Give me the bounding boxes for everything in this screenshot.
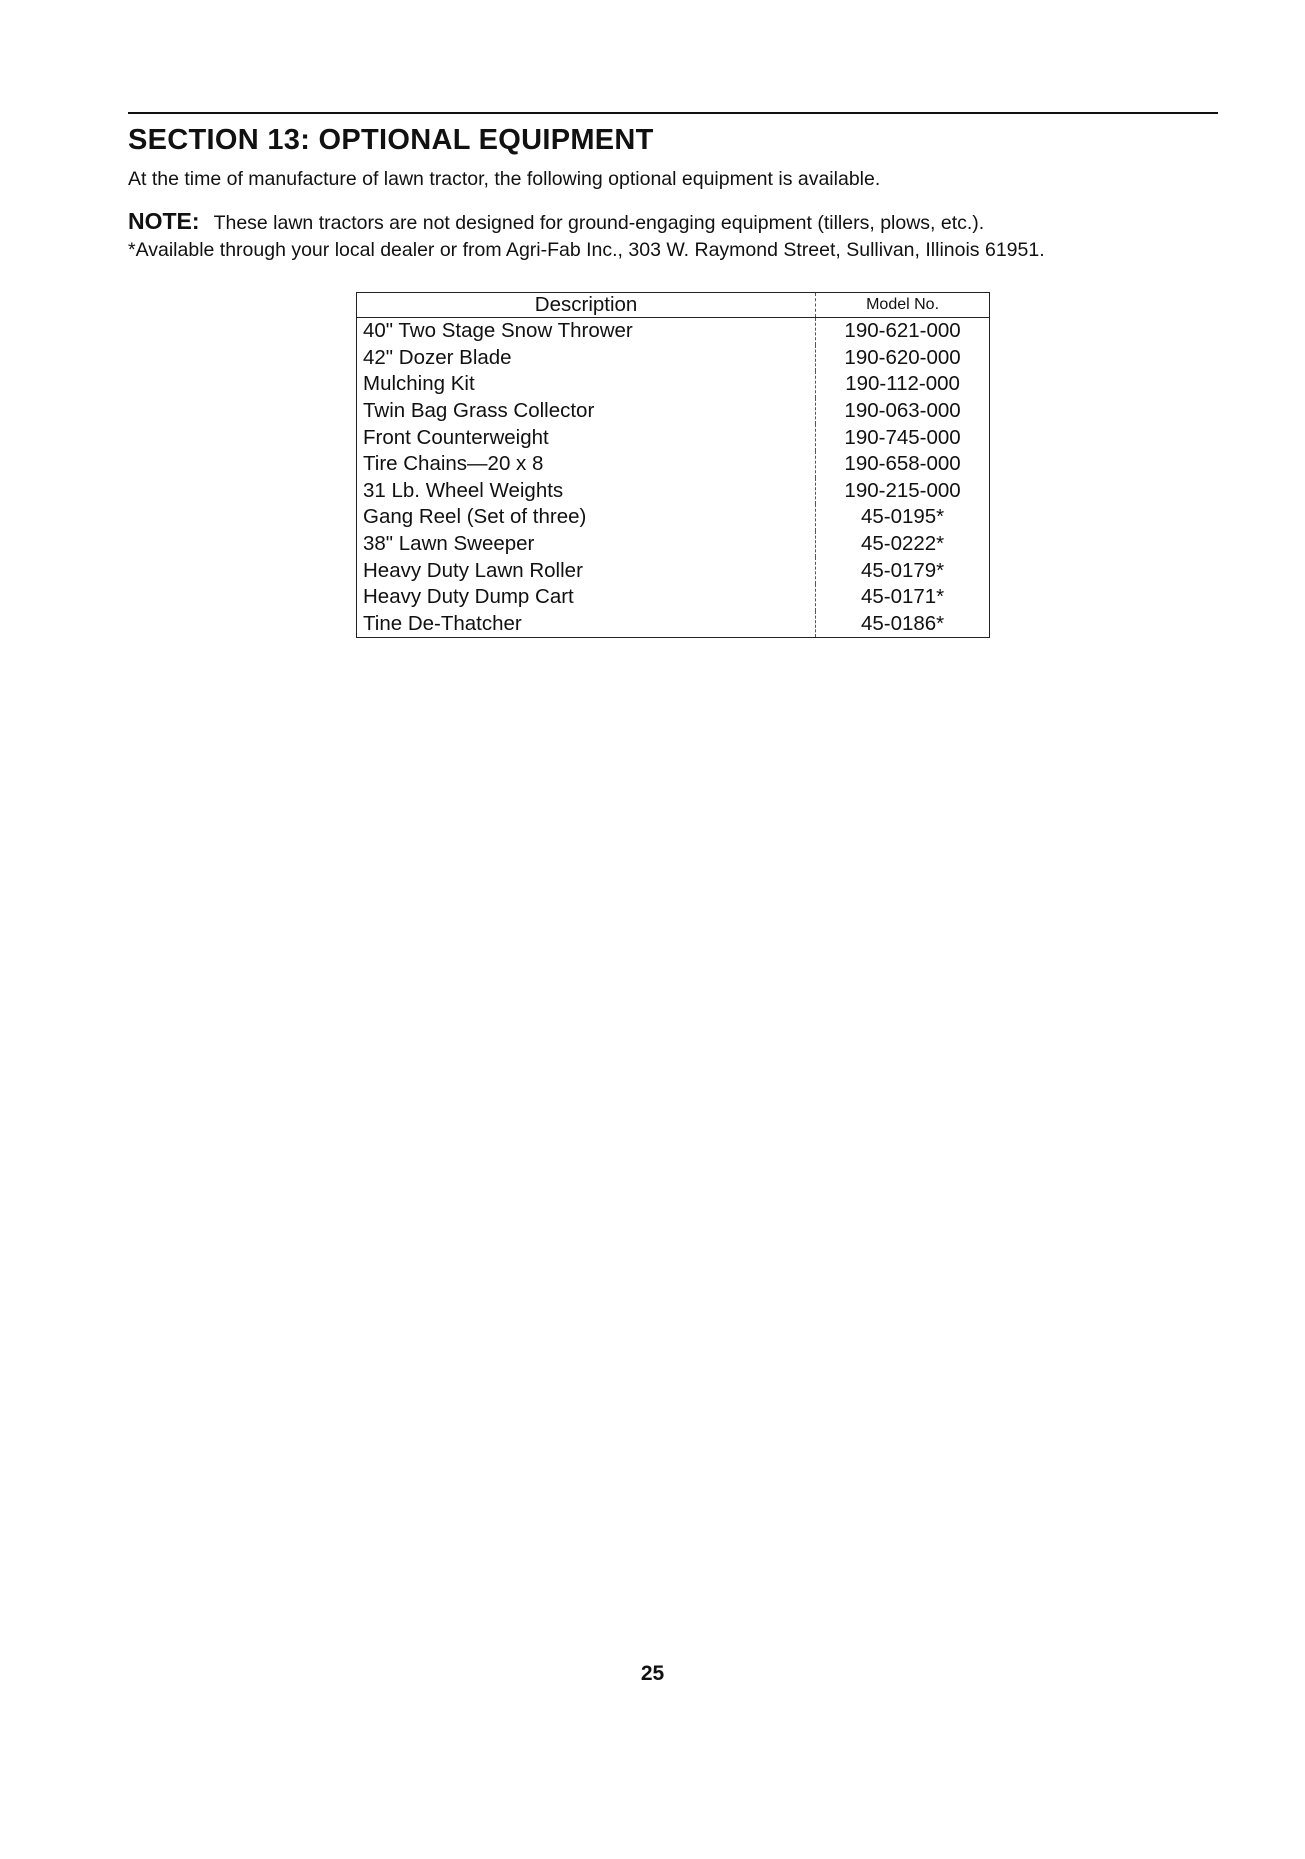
optional-equipment-table <box>356 292 990 638</box>
row-model: 45-0171* <box>816 584 990 611</box>
top-rule <box>128 112 1218 114</box>
row-description: Front Counterweight <box>357 424 816 451</box>
row-model: 190-063-000 <box>816 398 990 425</box>
table-row <box>357 557 990 584</box>
table-row <box>357 371 990 398</box>
row-description: Heavy Duty Dump Cart <box>357 584 816 611</box>
row-description: Twin Bag Grass Collector <box>357 398 816 425</box>
row-model: 45-0222* <box>816 531 990 558</box>
table-row <box>357 345 990 372</box>
table-header-row <box>357 293 990 318</box>
row-model: 45-0195* <box>816 504 990 531</box>
table-row <box>357 611 990 638</box>
row-model: 190-620-000 <box>816 345 990 372</box>
table-row <box>357 584 990 611</box>
section-title: SECTION 13: OPTIONAL EQUIPMENT <box>128 124 654 156</box>
row-model: 45-0179* <box>816 557 990 584</box>
intro-text: At the time of manufacture of lawn tractor, the following optional equipment is available. <box>128 168 881 190</box>
row-model: 45-0186* <box>816 611 990 638</box>
table-row <box>357 531 990 558</box>
row-description: Tine De-Thatcher <box>357 611 816 638</box>
row-description: 38" Lawn Sweeper <box>357 531 816 558</box>
table-row <box>357 504 990 531</box>
table-row <box>357 398 990 425</box>
row-model: 190-621-000 <box>816 318 990 345</box>
row-model: 190-658-000 <box>816 451 990 478</box>
row-model: 190-112-000 <box>816 371 990 398</box>
row-description: 40" Two Stage Snow Thrower <box>357 318 816 345</box>
note-label: NOTE: <box>128 208 200 234</box>
row-description: Gang Reel (Set of three) <box>357 504 816 531</box>
availability-text: *Available through your local dealer or from Agri-Fab Inc., 303 W. Raymond Street, Sullivan, Illinois 61951. <box>128 239 1045 261</box>
model-header: Model No. <box>816 293 990 318</box>
description-header: Description <box>357 293 816 318</box>
row-description: Mulching Kit <box>357 371 816 398</box>
page-number: 25 <box>640 1662 665 1685</box>
row-description: 42" Dozer Blade <box>357 345 816 372</box>
row-description: 31 Lb. Wheel Weights <box>357 478 816 505</box>
note-line <box>128 208 984 235</box>
row-description: Heavy Duty Lawn Roller <box>357 557 816 584</box>
table-row <box>357 318 990 345</box>
row-model: 190-745-000 <box>816 424 990 451</box>
table-row <box>357 451 990 478</box>
note-text: These lawn tractors are not designed for ground-engaging equipment (tillers, plows, etc.). <box>213 212 985 234</box>
table-row <box>357 424 990 451</box>
row-description: Tire Chains—20 x 8 <box>357 451 816 478</box>
table-row <box>357 478 990 505</box>
row-model: 190-215-000 <box>816 478 990 505</box>
